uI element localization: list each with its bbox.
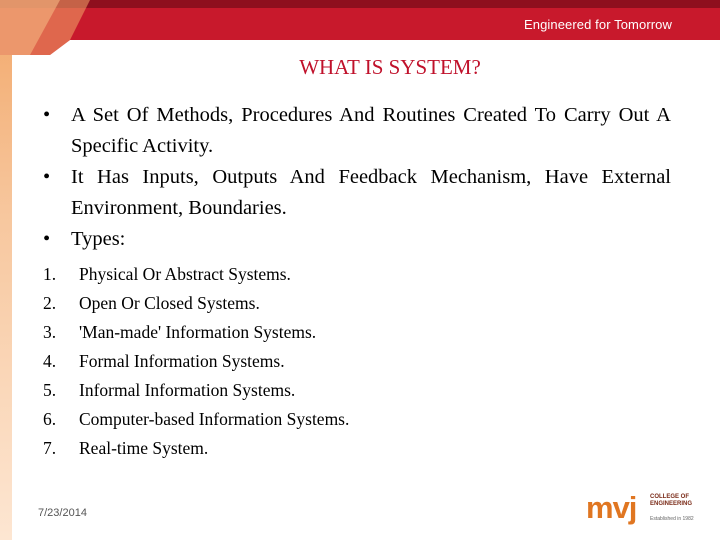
list-item	[43, 405, 663, 434]
logo-subtext: Established in 1982	[650, 516, 694, 522]
list-number: 5.	[43, 380, 57, 400]
list-item	[43, 318, 663, 347]
list-text: Open Or Closed Systems.	[79, 293, 260, 313]
list-text: Real-time System.	[79, 438, 209, 458]
bullet-text: A Set Of Methods, Procedures And Routines Created To Carry Out A Specific Activity.	[71, 104, 671, 157]
list-number: 6.	[43, 409, 57, 429]
types-list	[43, 260, 663, 463]
list-item	[43, 289, 663, 318]
bullet-text: It Has Inputs, Outputs And Feedback Mechanism, Have External Environment, Boundaries.	[71, 166, 671, 219]
list-number: 2.	[43, 293, 57, 313]
header-banner	[0, 0, 720, 55]
list-text: Formal Information Systems.	[79, 351, 285, 371]
logo-text-line: ENGINEERING	[650, 501, 693, 507]
list-text: 'Man-made' Information Systems.	[79, 322, 317, 342]
slide-date: 7/23/2014	[38, 507, 87, 519]
list-item	[43, 260, 663, 289]
header-tagline: Engineered for Tomorrow	[523, 17, 672, 32]
list-item	[43, 434, 663, 463]
list-text: Informal Information Systems.	[79, 380, 296, 400]
bullet-item	[43, 224, 671, 255]
left-accent-bar	[0, 0, 12, 540]
list-number: 4.	[43, 351, 57, 371]
list-number: 3.	[43, 322, 57, 342]
bullet-dot: •	[43, 228, 51, 250]
list-number: 1.	[43, 264, 57, 284]
slide-title: WHAT IS SYSTEM?	[299, 55, 481, 79]
bullet-item	[43, 100, 671, 162]
list-item	[43, 376, 663, 405]
list-text: Physical Or Abstract Systems.	[79, 264, 291, 284]
logo-mark: mvj	[586, 490, 637, 525]
bullet-item	[43, 162, 671, 224]
college-logo	[586, 490, 706, 530]
list-item	[43, 347, 663, 376]
bullet-dot: •	[43, 104, 51, 126]
bullet-dot: •	[43, 166, 51, 188]
logo-text	[650, 494, 692, 508]
bullet-text: Types:	[71, 228, 126, 250]
list-text: Computer-based Information Systems.	[79, 409, 350, 429]
bullet-list	[43, 100, 671, 255]
logo-text-line: COLLEGE OF	[650, 494, 689, 500]
list-number: 7.	[43, 438, 57, 458]
